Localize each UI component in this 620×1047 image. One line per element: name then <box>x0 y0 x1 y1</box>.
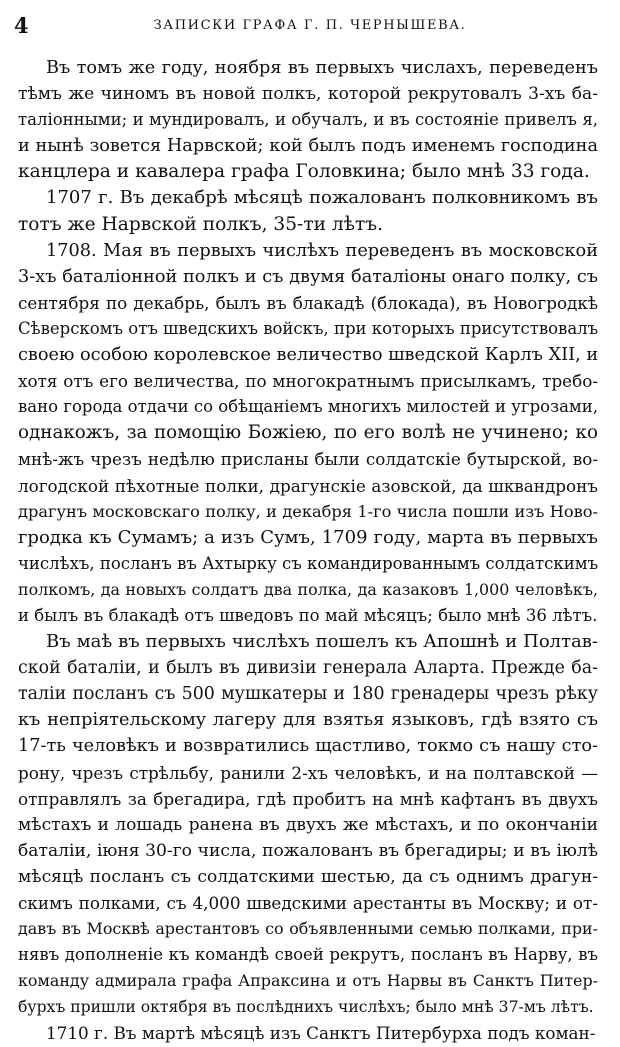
text-line: ской баталіи, и былъ въ дивизіи генерала Аларта. Прежде ба- <box>18 658 598 679</box>
text-line: Въ маѣ въ первыхъ числѣхъ пошелъ къ Апошнѣ и Полтав- <box>46 631 598 653</box>
text-line: баталіи, іюня 30-го числа, пожалованъ въ брегадиры; и въ іюлѣ <box>18 840 598 861</box>
paragraph <box>18 238 598 629</box>
running-title: ЗАПИСКИ ГРАФА Г. П. ЧЕРНЫШЕВА. <box>153 18 467 33</box>
text-line: рону, чрезъ стрѣльбу, ранили 2-хъ человѣкъ, и на полтавской — <box>18 762 598 783</box>
text-line: логодской пѣхотные полки, драгунскіе азовской, да шквандронъ <box>18 475 598 496</box>
text-line: таліонными; и мундировалъ, и обучалъ, и въ состояніе привелъ я, <box>18 110 598 130</box>
text-line: канцлера и кавалера графа Головкина; было мнѣ 33 года. <box>18 161 590 183</box>
paragraph <box>18 629 598 1020</box>
text-line: мѣсяцѣ посланъ съ солдатскими шестью, да съ однимъ драгун- <box>18 866 598 887</box>
text-line: къ непріятельскому лагеру для взятья языковъ, гдѣ взято съ <box>18 710 598 731</box>
text-line: бурхъ пришли октября въ послѣднихъ числѣхъ; было мнѣ 37-мъ лѣтъ. <box>18 998 594 1017</box>
body-text <box>18 55 598 1047</box>
text-line: нявъ дополненіе къ командѣ своей рекрутъ, посланъ въ Нарву, въ <box>18 945 598 965</box>
text-line: гродка къ Сумамъ; а изъ Сумъ, 1709 году, марта въ первыхъ <box>18 526 598 548</box>
page-header <box>14 14 606 38</box>
text-line: и былъ въ блакадѣ отъ шведовъ по май мѣсяцъ; было мнѣ 36 лѣтъ. <box>18 605 598 625</box>
text-line: вано города отдачи со обѣщаніемъ многихъ милостей и угрозами, <box>18 397 598 417</box>
text-line: 1708. Мая въ первыхъ числѣхъ переведенъ въ московской <box>46 240 598 261</box>
text-line: числѣхъ, посланъ въ Ахтырку съ командированнымъ солдатскимъ <box>18 553 598 573</box>
text-line: 17-ть человѣкъ и возвратились щастливо, токмо съ нашу сто- <box>18 736 598 757</box>
text-line: 3-хъ баталіонной полкъ и съ двумя баталіоны онаго полку, съ <box>18 266 598 287</box>
text-line: Сѣверскомъ отъ шведскихъ войскъ, при которыхъ присутствовалъ <box>18 318 598 338</box>
text-line: сентября по декабрь, былъ въ блакадѣ (блокада), въ Новогродкѣ <box>18 292 598 313</box>
text-line: мѣстахъ и лошадь ранена въ двухъ же мѣстахъ, и по окончаніи <box>18 814 598 835</box>
text-line: давъ въ Москвѣ арестантовъ со объявленными семью полками, при- <box>18 919 598 939</box>
text-line: 1710 г. Въ мартѣ мѣсяцѣ изъ Санктъ Питербурха подъ коман- <box>46 1023 596 1044</box>
page-number: 4 <box>14 13 29 38</box>
text-line: тотъ же Нарвской полкъ, 35-ти лѣтъ. <box>18 213 383 235</box>
text-line: полкомъ, да новыхъ солдатъ два полка, да казаковъ 1,000 человѣкъ, <box>18 579 598 599</box>
text-line: скимъ полками, съ 4,000 шведскими арестанты въ Москву; и от- <box>18 893 598 913</box>
text-line: команду адмирала графа Апраксина и отъ Нарвы въ Санктъ Питер- <box>18 971 598 991</box>
text-line: драгунъ московскаго полку, и декабря 1-го числа пошли изъ Ново- <box>18 501 598 521</box>
text-line: и нынѣ зовется Нарвской; кой былъ подъ именемъ господина <box>18 136 598 157</box>
text-line: мнѣ-жъ чрезъ недѣлю присланы были солдатскіе бутырской, во- <box>18 449 598 470</box>
text-line: 1707 г. Въ декабрѣ мѣсяцѣ пожалованъ полковникомъ въ <box>46 187 598 209</box>
text-line: отправлялъ за брегадира, гдѣ пробитъ на мнѣ кафтанъ въ двухъ <box>18 788 598 809</box>
text-line: Въ томъ же году, ноября въ первыхъ числахъ, переведенъ <box>46 58 598 78</box>
paragraph <box>18 185 598 237</box>
text-line: своею особою королевское величество шведской Карлъ XII, и <box>18 345 598 366</box>
text-line: тѣмъ же чиномъ въ новой полкъ, которой рекрутовалъ 3-хъ ба- <box>18 84 598 105</box>
paragraph <box>18 55 598 185</box>
text-line: однакожъ, за помощію Божіею, по его волѣ не учинено; ко <box>18 422 598 444</box>
text-line: хотя отъ его величества, по многократнымъ присылкамъ, требо- <box>18 371 598 392</box>
text-line: таліи посланъ съ 500 мушкатеры и 180 гренадеры чрезъ рѣку <box>18 684 598 705</box>
